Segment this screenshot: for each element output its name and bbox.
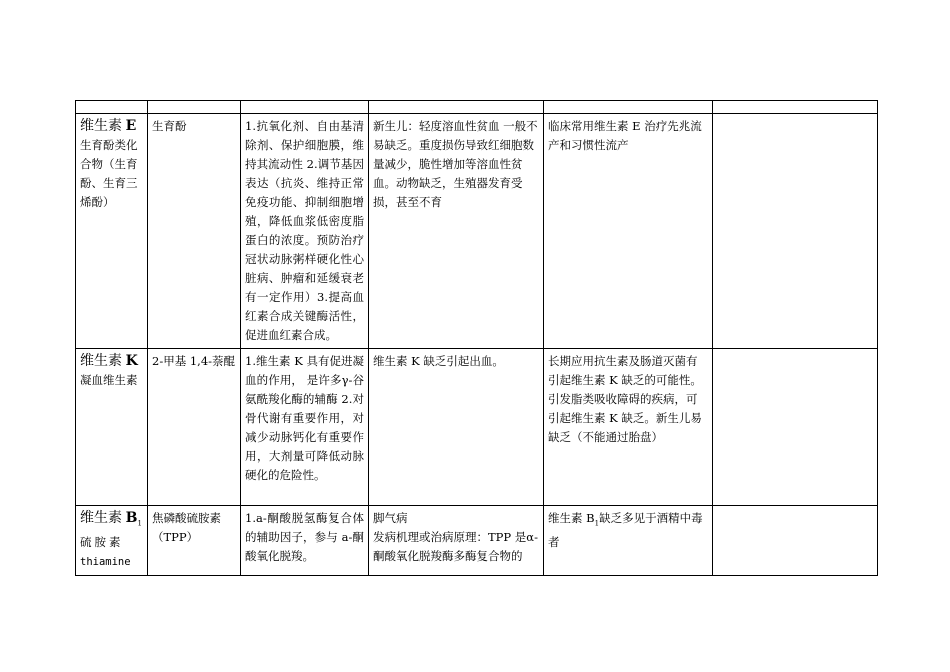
vitamin-subscript: 1 — [137, 519, 142, 528]
header-cell — [76, 101, 148, 114]
header-cell — [713, 101, 878, 114]
vitamin-alias: 硫胺素 — [80, 535, 124, 550]
function-cell — [241, 506, 369, 576]
vitamin-letter: B — [125, 510, 138, 526]
compound-text: 生育酚 — [152, 119, 187, 133]
vitamin-name-cell — [76, 114, 148, 349]
header-cell — [369, 101, 544, 114]
vitamin-alias: 凝血维生素 — [80, 373, 138, 387]
clinical-cell — [544, 506, 713, 576]
vitamin-letter: K — [125, 353, 138, 369]
extra-cell — [713, 349, 878, 506]
deficiency-text: 脚气病 — [373, 511, 408, 525]
header-cell — [241, 101, 369, 114]
deficiency-text: 新生儿：轻度溶血性贫血 一般不易缺乏。重度损伤导致红细胞数量减少，脆性增加等溶血性贫血。动物缺乏，生殖器发育受损，甚至不育 — [373, 119, 538, 209]
compound-cell — [148, 349, 241, 506]
compound-cell — [148, 506, 241, 576]
compound-text: 焦磷酸硫胺素（TPP） — [152, 511, 221, 544]
vitamin-name-cell — [76, 349, 148, 506]
vitamin-letter: E — [125, 118, 137, 134]
clinical-text: 长期应用抗生素及肠道灭菌有引起维生素 K 缺乏的可能性。引发脂类吸收障碍的疾病，可引起维生素 K 缺乏。新生儿易缺乏（不能通过胎盘） — [548, 354, 702, 444]
vitamin-name: 维生素 — [80, 510, 122, 526]
table-row — [76, 114, 878, 349]
function-text: 1.抗氧化剂、自由基清除剂、保护细胞膜，维持其流动性 2.调节基因表达（抗炎、维持正常免疫功能、抑制细胞增殖，降低血浆低密度脂蛋白的浓度。预防治疗冠状动脉粥样硬化性心脏病、肿瘤和延缓衰老有一定作用）3.提高血红素合成关键酶活性，促进血红素合成。 — [245, 119, 364, 342]
deficiency-mechanism-text: 发病机理或治病原理：TPP 是α-酮酸氧化脱羧酶多酶复合物的 — [373, 530, 538, 563]
function-cell — [241, 349, 369, 506]
clinical-text: 维生素 B — [548, 511, 595, 525]
deficiency-cell — [369, 506, 544, 576]
clinical-cell — [544, 114, 713, 349]
vitamin-latin-name: thiamine — [80, 556, 131, 569]
deficiency-cell — [369, 349, 544, 506]
deficiency-cell — [369, 114, 544, 349]
header-cell — [148, 101, 241, 114]
function-cell — [241, 114, 369, 349]
table-header-row — [76, 101, 878, 114]
vitamin-name-cell — [76, 506, 148, 576]
vitamin-name: 维生素 — [80, 118, 122, 134]
vitamin-table — [75, 100, 878, 576]
vitamin-alias: 生育酚类化合物（生育酚、生育三烯酚） — [80, 138, 138, 209]
table-row — [76, 349, 878, 506]
extra-cell — [713, 506, 878, 576]
header-cell — [544, 101, 713, 114]
clinical-subscript: 1 — [594, 519, 600, 528]
deficiency-text: 维生素 K 缺乏引起出血。 — [373, 354, 504, 368]
clinical-text: 临床常用维生素 E 治疗先兆流产和习惯性流产 — [548, 119, 702, 152]
clinical-cell — [544, 349, 713, 506]
compound-text: 2-甲基 1,4-萘醌 — [152, 354, 236, 368]
function-text: 1.维生素 K 具有促进凝血的作用， 是许多γ-谷氨酰羧化酶的辅酶 2.对骨代谢有重要作用，对减少动脉钙化有重要作用，大剂量可降低动脉硬化的危险性。 — [245, 354, 364, 482]
clinical-text-tail: 缺乏多见于酒精中毒者 — [548, 511, 703, 550]
extra-cell — [713, 114, 878, 349]
table-row — [76, 506, 878, 576]
vitamin-name: 维生素 — [80, 353, 122, 369]
compound-cell — [148, 114, 241, 349]
function-text: 1.a-酮酸脱氢酶复合体的辅助因子，参与 a-酮酸氧化脱羧。 — [245, 511, 364, 563]
